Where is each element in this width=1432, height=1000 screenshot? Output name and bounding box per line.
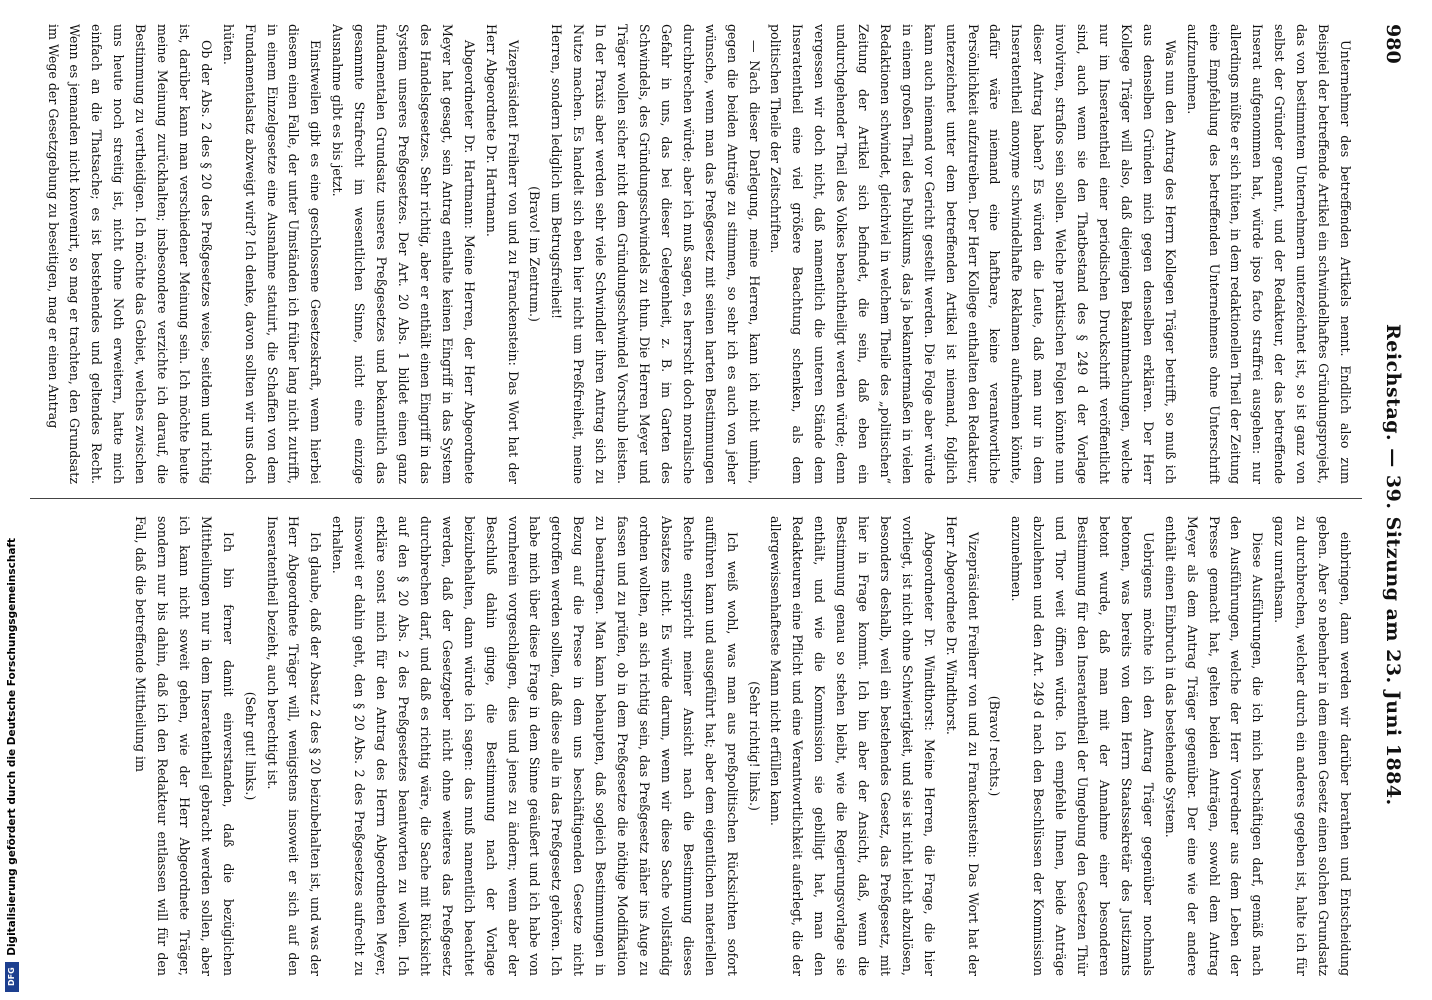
interjection: (Bravo! rechts.) (987, 695, 1003, 797)
speech-paragraph: Abgeordneter Dr. Windthorst: Meine Herren, die Frage, die hier vorliegt, ist nicht ohne Schwierigkeit, und sie ist nicht leicht abzulösen, besonders deshalb, weil ein bestehendes Gesetz, das Preßgesetz, mit hier in Frage kommt. Ich bin aber der Ansicht, daß, wenn die Bestimmung genau so stehen bleibt, wie die Regierungsvorlage sie enthält, und wie die Kommission sie gebilligt hat, man den Redakteuren eine Pflicht und eine Verantwortlichkeit auferlegt, die der allergewissenhafteste Mann nicht erfüllen kann. (768, 516, 937, 976)
left-column (40, 24, 1356, 484)
digitization-credit-strip (0, 0, 24, 1000)
speech-paragraph: Abgeordneter Dr. Hartmann: Meine Herren, der Herr Abgeordnete Meyer hat gesagt, sein Antrag enthalte keinen Eingriff in das System des Handelsgesetzes. Sehr richtig, aber er enthält einen Eingriff in das System unseres Preßgesetzes. Der Art. 20 Abs. 1 bildet einen ganz fundamentalen Grundsatz unseres Preßgesetzes und bekanntlich das gesammte Strafrecht im wesentlichen Sinne, nicht eine einzige Ausnahme gibt es bis jetzt. (330, 24, 477, 484)
paragraph: einbringen, dann werden wir darüber berathen und Entscheidung geben. Aber so nebenher in dem einen Gesetz einen solchen Grundsatz zu durchbrechen, welcher durch ein anderes gegeben ist, halte ich für ganz unrathsam. (1272, 516, 1353, 976)
speaker-announcement: Vizepräsident Freiherr von und zu Franckenstein: Das Wort hat der Herr Abgeordnete Dr. Hartmann. (483, 24, 521, 484)
paragraph: Ob der Abs. 2 des § 20 des Preßgesetzes weise, seitdem und richtig ist, darüber kann man verschiedener Meinung sein. Ich möchte heute meine Meinung zurückhalten; insbesondere verzichte ich darauf, die Bestimmung zu vertheidigen. Ich möchte das Gebiet, welches zwischen uns heute noch streitig ist, nicht ohne Noth erweitern, hatte mich einfach an die Thatsache; es ist bestehendes und geltendes Recht. Wenn es jemanden nicht konvenirt, so mag er trachten, den Grundsatz im Wege der Gesetzgebung zu beseitigen, mag er einen Antrag (45, 24, 214, 484)
page-title: Reichstag. — 39. Sitzung am 23. Juni 1884. (1382, 324, 1404, 806)
paragraph: Ich bin ferner damit einverstanden, daß die bezüglichen Mittheilungen nur in dem Inseratentheil gebracht werden sollen, aber ich kann nicht soweit gehen, wie der Herr Abgeordnete Träger, sondern nur bis dahin, daß ich den Redakteur entlassen will für den Fall, daß die betreffende Mittheilung im (133, 516, 236, 976)
paragraph: Einstweilen gibt es eine geschlossene Gesetzeskraft, wenn hierbei diesem einen Falle, der unter Umständen ich früher lang nicht zutrifft, in einem Einzelgesetze eine Ausnahme statuirt, die Schaffen von dem Fundamentalsatz abzweigt wird? Ich denke, davon sollten wir uns doch hüten. (220, 24, 324, 484)
interjection: (Sehr richtig! links.) (746, 681, 762, 811)
paragraph: Ich weiß wohl, was man aus preßpolitischen Rücksichten sofort aufführen kann und ausgeführt hat; aber dem eigentlichen materiellen Rechte entspricht meiner Ansicht nach die Bestimmung dieses Absatzes nicht. Es würde darum, wenn wir diese Sache vollständig ordnen wollten, an sich richtig sein, das Preßgesetz näher ins Auge zu fassen und zu prüfen, ob in dem Preßgesetze die nöthige Modifikation zu beantragen. Man kann behaupten, daß sogleich Bestimmungen in Bezug auf die Presse in dem uns beschäftigenden Gesetze nicht getroffen werden sollten, daß diese alle in das Preßgesetz gehören. Ich habe mich über diese Frage in dem Sinne geäußert und ich habe von vornherein vorgeschlagen, dies und jenes zu ändern; wenn aber der Beschluß dahin ginge, die Bestimmung nach der Vorlage beizubehalten, dann würde ich sagen: das muß namentlich beachtet werden, daß der Gesetzgeber nicht ohne weiteres das Preßgesetz durchbrechen darf, und daß es richtig wäre, die Sache mit Rücksicht auf den § 20 Abs. 2 des Preßgesetzes beantworten zu wollen. Ich erkläre sonst mich für den Antrag des Herrn Abgeordneten Meyer, insoweit er dahin geht, den § 20 Abs. 2 des Preßgesetzes aufrecht zu erhalten. (330, 516, 740, 976)
digitization-credit: Digitalisierung gefördert durch die Deutsche Forschungsgemeinschaft (6, 538, 18, 956)
page-number: 980 (1382, 24, 1404, 64)
page-header (1372, 24, 1412, 976)
interjection: (Sehr gut! links.) (242, 691, 258, 801)
column-divider (30, 498, 1362, 499)
right-column (40, 516, 1356, 976)
paragraph: — Nach dieser Darlegung, meine Herren, kann ich nicht umhin, gegen die beiden Anträge zu stimmen, so sehr ich es auch von jeher wünsche, wenn man das Preßgesetz mit seinen harten Bestimmungen durchbrechen würde; aber ich muß sagen, es herrscht doch moralische Gefahr in uns, das bei dieser Gelegenheit, z. B. im Garten des Schwindels, des Gründungsschwindels zu thun. Die Herren Meyer und Träger wollen sicher nicht dem Gründungsschwindel Vorschub leisten. In der Praxis aber werden sehr viele Schwindler ihren Antrag sich zu Nutze machen. Es handelt sich eben hier nicht um Preßfreiheit, meine Herren, sondern lediglich um Betrugsfreiheit! (549, 24, 762, 484)
paragraph: Uebrigens möchte ich den Antrag Träger gegenüber nochmals betonen, was bereits von dem Herrn Staatssekretär des Justizamts betont wurde, daß man mit der Annahme einer besonderen Bestimmung für den Inseratentheil der Umgebung den Gesetzen Thür und Thor weit öffnen würde. Ich empfehle Ihnen, beide Anträge abzulehnen und den Art. 249 d nach den Beschlüssen der Kommission anzunehmen. (1009, 516, 1156, 976)
paragraph: Was nun den Antrag des Herrn Kollegen Träger betrifft, so muß ich aus denselben Gründen mich gegen denselben erklären. Der Herr Kollege Träger will also, daß diejenigen Bekanntmachungen, welche nur im Inseratentheil einer periodischen Druckschrift veröffentlicht sind, auch wenn sie den Thatbestand des § 249 d der Vorlage involviren, straflos sein sollen. Welche praktischen Folgen könnte nun dieser Antrag haben? Es würden die Leute, daß man nur in dem Inseratentheil anonyme schwindelhafte Reklamen aufnehmen könnte, dafür wäre niemand eine haftbare, keine verantwortliche Persönlichkeit aufzutreiben. Der Herr Kollege enthalten den Redakteur, unterzeichnet unter dem betreffenden Artikel ist niemand, folglich kann auch niemand vor Gericht gestellt werden. Die Folge aber würde in einem großen Theil des Publikums, das ja bekanntermaßen in vielen Redaktionen schwindet, gleichviel in welchem Theile des „politischen“ Zeitung der Artikel sich befindet, die sein, daß eben ein undurchgehender Theil des Volkes benachtheiligt werden würde; denn vergessen wir doch nicht, daß namentlich die unteren Stände dem Inseratentheil eine viel größere Beachtung schenken, als dem politischen Theile der Zeitschriften. (768, 24, 1178, 484)
speaker-announcement: Vizepräsident Freiherr von und zu Franckenstein: Das Wort hat der Herr Abgeordnete Dr. Windthorst. (943, 516, 981, 976)
paragraph: Diese Ausführungen, die ich mich beschäftigen darf, gemäß nach den Ausführungen, welche der Herr Vorredner aus dem Leben der Presse gemacht hat, gelten beiden Anträgen, sowohl dem Antrag Meyer als dem Antrag Träger gegenüber. Der eine wie der andere enthält einen Einbruch in das bestehende System. (1162, 516, 1266, 976)
paragraph: Unternehmer des betreffenden Artikels nennt. Endlich also zum Beispiel der betreffende Artikel ein schwindelhaftes Gründungsprojekt, das von bestimmtem Unternehmern unterzeichnet ist, so ist ganz von selbst der Gründer genannt, und der Redakteur, der das betreffende Inserat aufgenommen hat, würde ipso facto straffrei ausgehen: nur allerdings müßte er sich hüten, in dem redaktionellen Theil der Zeitung eine Empfehlung des betreffenden Unternehmens ohne Unterschrift aufzunehmen. (1184, 24, 1353, 484)
dfg-logo: DFG (5, 962, 19, 992)
interjection: (Bravo! im Zentrum.) (527, 186, 543, 322)
paragraph: Ich glaube, daß der Absatz 2 des § 20 beizubehalten ist, und was der Herr Abgeordnete Träger will, wenigstens insoweit er sich auf den Inseratentheil bezieht, auch berechtigt ist. (264, 516, 324, 976)
